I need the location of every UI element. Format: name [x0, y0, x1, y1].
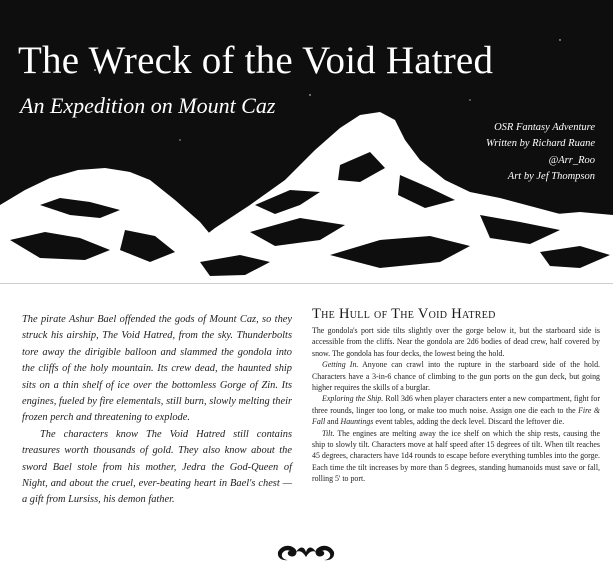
intro-paragraph: The characters know The Void Hatred still contains treasures worth thousands of gold. They also know about the sword Bael stole from his mother, Jedra the God-Queen of Night, and about the cruel, ever-beating heart in Bael's chest — a gift from Lursiss, his demon father. [22, 428, 292, 506]
credit-author: Written by Richard Ruane [486, 138, 595, 150]
exploring-text: and [325, 417, 341, 427]
hauntings-table-ref: Hauntings [340, 417, 374, 427]
credit-handle: @Arr_Roo [548, 154, 595, 166]
getting-in-paragraph [312, 359, 600, 393]
intro-column [22, 312, 292, 509]
fleuron-ornament-icon [276, 540, 336, 564]
page-title: The Wreck of the Void Hatred [18, 39, 494, 82]
tilt-text: The engines are melting away the ice shelf on which the ship rests, causing the ship to slowly tilt. Characters move at half speed after 15 degrees of tilt. When tilt reaches 45 degrees, characters have 1d4 rounds to escape before everything tumbles into the gorge. Each time the tilt increases by more than 5 degrees, standing humanoids must save or fall, rolling 5' to port. [312, 428, 600, 484]
exploring-text: Roll 3d6 when player characters enter a new compartment, fight for three rounds, linger too long, or make too much noise. Assign one die each to the [312, 394, 600, 415]
credits-block [486, 120, 595, 185]
page-subtitle: An Expedition on Mount Caz [20, 93, 276, 118]
section-heading: The Hull of The Void Hatred [312, 306, 496, 322]
banner-divider [0, 283, 613, 289]
getting-in-label: Getting In. [322, 360, 359, 370]
exploring-text: event tables, adding the deck level. Discard the leftover die. [373, 417, 565, 427]
tilt-paragraph [312, 428, 600, 485]
header-banner [0, 0, 613, 283]
fire-fall-table-ref: Fire & Fall [312, 405, 600, 427]
hull-section [312, 306, 600, 485]
credit-artist: Art by Jef Thompson [507, 170, 595, 182]
credit-genre: OSR Fantasy Adventure [494, 122, 595, 133]
tilt-label: Tilt. [322, 428, 335, 438]
getting-in-text: Anyone can crawl into the rupture in the starboard side of the hold. Characters have a 3-in-6 chance of climbing to the gun ports on the gun deck, but going higher requires the skills of a burglar. [312, 360, 600, 393]
intro-paragraph: The pirate Ashur Bael offended the gods of Mount Caz, so they struck his airship, The Void Hatred, from the sky. Thunderbolts tore away the dirigible balloon and slammed the gondola into the cliffs of the holy mountain. Its crew dead, the haunted ship sits on a thin shelf of ice over the bottomless Gorge of Zin. Its engines, fueled by fire elementals, still burn, slowly melting their frozen perch and threatening to explode. [22, 314, 292, 424]
hull-paragraph: The gondola's port side tilts slightly over the gorge below it, but the starboard side is accessible from the cliffs. Near the gondola are 2d6 bodies of dead crew, half covered by snow. The gondola has four decks, the lowest being the hold. [312, 326, 600, 358]
exploring-label: Exploring the Ship. [322, 394, 384, 404]
exploring-paragraph [312, 393, 600, 427]
